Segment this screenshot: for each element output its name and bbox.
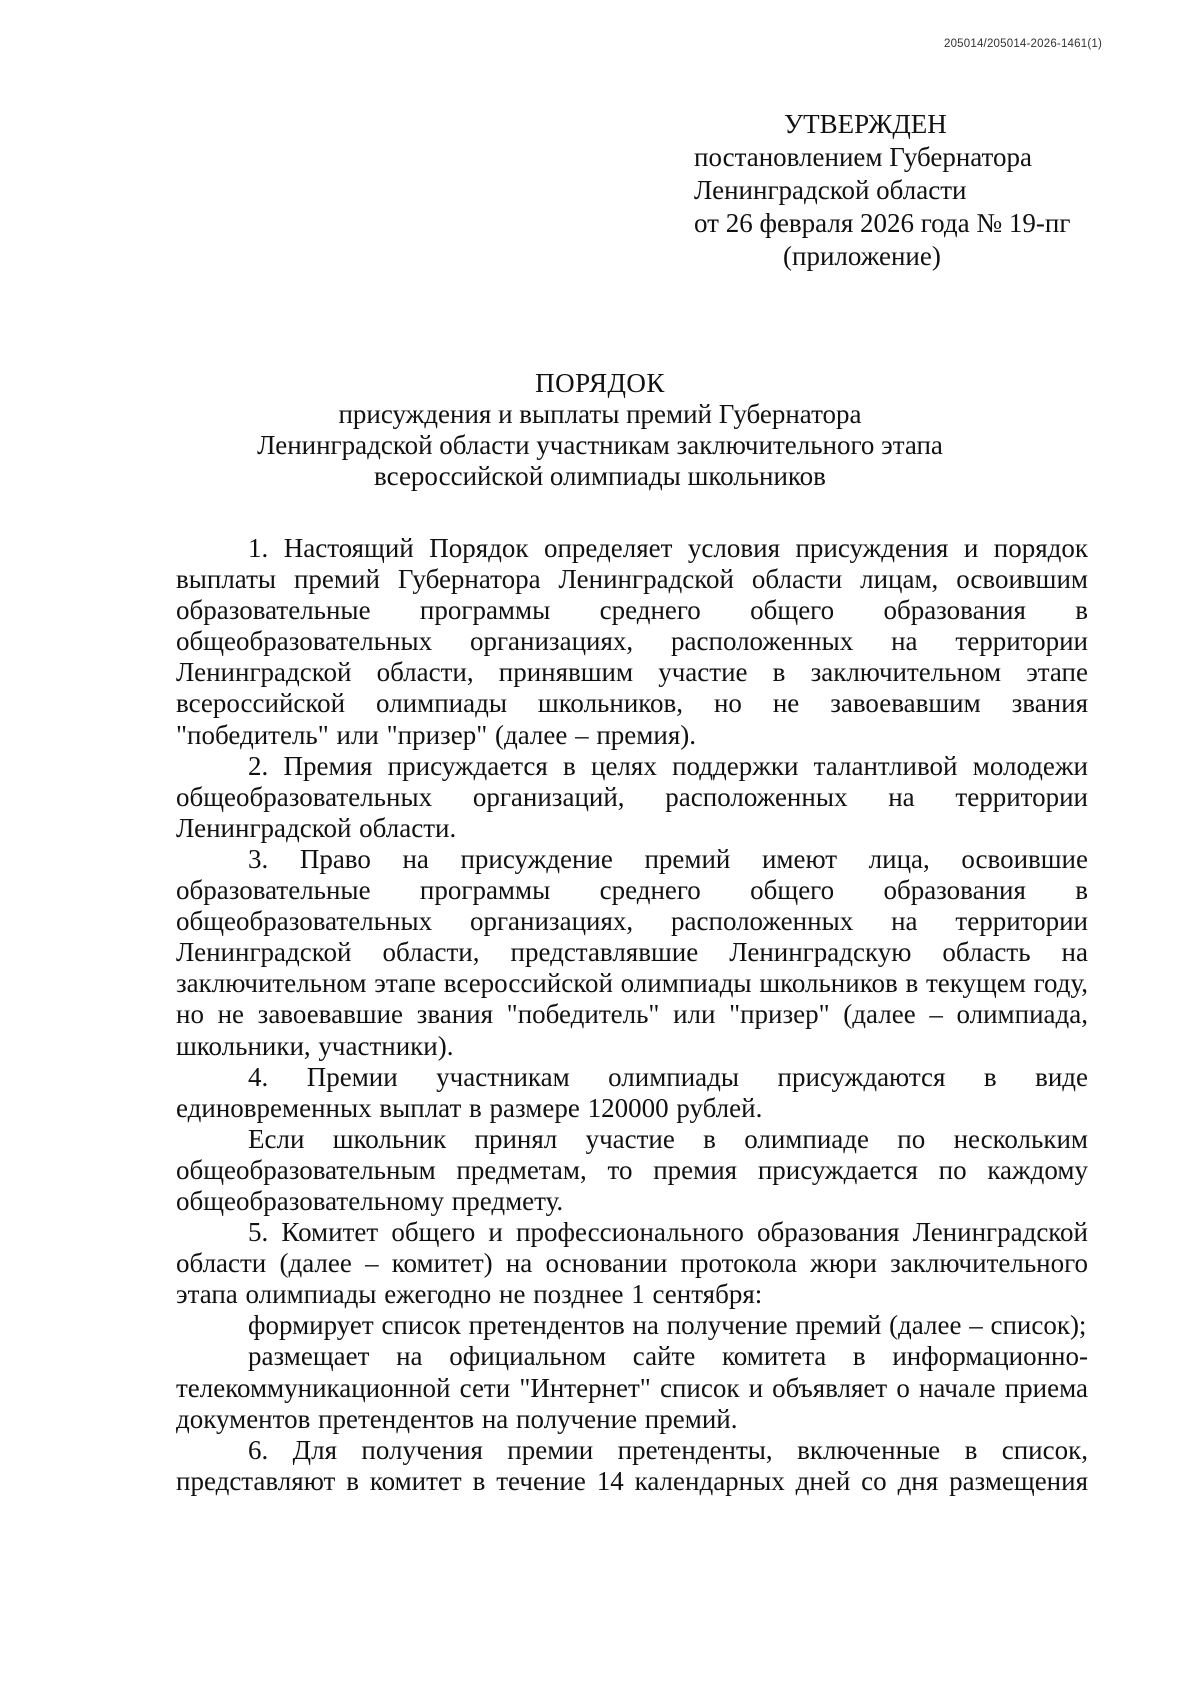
- paragraph-6: 6. Для получения премии претенденты, включенные в список, представляют в комитет в течение 14 календарных дней со дня размещения: [176, 1434, 1088, 1496]
- document-body: [176, 533, 1088, 1497]
- paragraph-5-item-form-list: формирует список претендентов на получение премий (далее – список);: [248, 1310, 1087, 1341]
- approval-word: УТВЕРЖДЕН: [784, 109, 947, 139]
- paragraph-5: 5. Комитет общего и профессионального образования Ленинградской области (далее – комитет) на основании протокола жюри заключительного этапа олимпиады ежегодно не позднее 1 сентября:: [176, 1217, 1088, 1310]
- approval-region-line: Ленинградской области: [694, 175, 967, 205]
- paragraph-2: 2. Премия присуждается в целях поддержки талантливой молодежи общеобразовательных организаций, расположенных на территории Ленинградской области.: [176, 750, 1088, 843]
- approval-date-number-line: от 26 февраля 2026 года № 19-пг: [694, 208, 1071, 238]
- approval-decree-line: постановлением Губернатора: [694, 142, 1032, 172]
- paragraph-5-item-publish-list: размещает на официальном сайте комитета в информационно-телекоммуникационной сети "Интернет" список и объявляет о начале приема документов претендентов на получение премий.: [176, 1341, 1088, 1434]
- document-title-line-1: присуждения и выплаты премий Губернатора: [338, 399, 862, 429]
- approval-appendix-label: (приложение): [783, 241, 941, 271]
- document-title-block: [100, 368, 1100, 492]
- document-title-line-2: Ленинградской области участникам заключительного этапа: [257, 430, 943, 460]
- paragraph-3: 3. Право на присуждение премий имеют лица, освоившие образовательные программы среднего общего образования в общеобразовательных организациях, расположенных на территории Ленинградской области, представлявшие Ленинградскую область на заключительном этапе всероссийской олимпиады школьников в текущем году, но не завоевавшие звания "победитель" или "призер" (далее – олимпиада, школьники, участники).: [176, 843, 1088, 1061]
- paragraph-4: 4. Премии участникам олимпиады присуждаются в виде единовременных выплат в размере 120000 рублей.: [176, 1061, 1088, 1123]
- document-title-line-3: всероссийской олимпиады школьников: [374, 461, 826, 491]
- paragraph-1: 1. Настоящий Порядок определяет условия присуждения и порядок выплаты премий Губернатора Ленинградской области лицам, освоившим образовательные программы среднего общего образования в общеобразовательных организациях, расположенных на территории Ленинградской области, принявшим участие в заключительном этапе всероссийской олимпиады школьников, но не завоевавшим звания "победитель" или "призер" (далее – премия).: [176, 533, 1088, 750]
- approval-stamp-block: [694, 108, 1114, 273]
- document-title-heading: ПОРЯДОК: [535, 368, 665, 398]
- paragraph-4-continuation: Если школьник принял участие в олимпиаде по нескольким общеобразовательным предметам, то премия присуждается по каждому общеобразовательному предмету.: [176, 1123, 1088, 1216]
- document-registration-number: 205014/205014-2026-1461(1): [943, 38, 1102, 50]
